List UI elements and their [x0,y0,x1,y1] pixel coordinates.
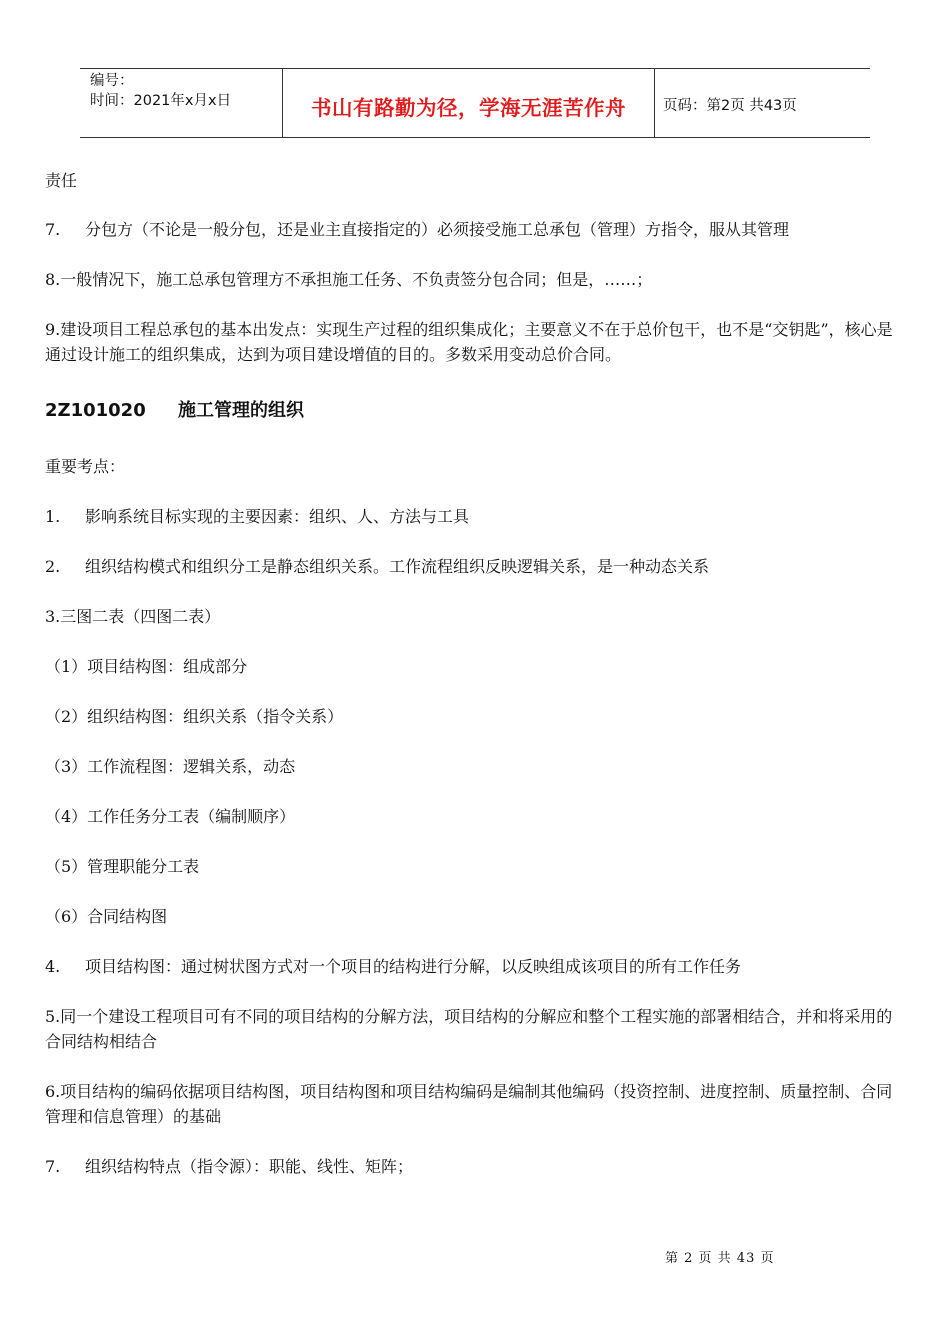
paragraph-continuation: 责任 [45,171,78,190]
header-middle-cell [282,69,655,137]
item-text: 组织结构模式和组织分工是静态组织关系。工作流程组织反映逻辑关系，是一种动态关系 [85,557,710,576]
motto: 书山有路勤为径，学海无涯苦作舟 [311,95,626,120]
key-point-7 [45,1154,907,1179]
sub-item-5: （5）管理职能分工表 [45,857,200,876]
sub-item-1: （1）项目结构图：组成部分 [45,657,248,676]
document-body [45,168,907,1204]
item-number: 1. [45,507,61,526]
paragraph-number: 7. [45,220,61,239]
item-number: 2. [45,557,61,576]
key-point-4 [45,954,907,979]
key-point-6: 6.项目结构的编码依据项目结构图，项目结构图和项目结构编码是编制其他编码（投资控制、进度控制、质量控制、合同管理和信息管理）的基础 [45,1082,893,1126]
key-points-label: 重要考点： [45,457,126,476]
item-number: 7. [45,1157,61,1176]
header-left-cell [80,69,282,137]
page-header [80,68,870,138]
sub-item-3: （3）工作流程图：逻辑关系，动态 [45,757,296,776]
paragraph-7 [45,217,907,242]
item-text: 组织结构特点（指令源）：职能、线性、矩阵； [85,1157,414,1176]
paragraph-8: 8.一般情况下，施工总承包管理方不承担施工任务、不负责签分包合同；但是，……； [45,270,653,289]
paragraph-9: 9.建设项目工程总承包的基本出发点：实现生产过程的组织集成化；主要意义不在于总价包干，也不是“交钥匙”，核心是通过设计施工的组织集成，达到为项目建设增值的目的。多数采用变动总价合同。 [45,320,893,364]
time-label: 时间：2021年x月x日 [90,93,232,109]
page-info: 页码：第2页 共43页 [663,97,797,114]
key-point-5: 5.同一个建设工程项目可有不同的项目结构的分解方法，项目结构的分解应和整个工程实施的部署相结合，并和将采用的合同结构相结合 [45,1007,893,1051]
item-text: 项目结构图：通过树状图方式对一个项目的结构进行分解，以反映组成该项目的所有工作任务 [85,957,742,976]
section-code: 2Z101020 [45,400,146,421]
sub-item-4: （4）工作任务分工表（编制顺序） [45,807,296,826]
code-label: 编号： [90,73,134,89]
page-footer: 第 2 页 共 43 页 [665,1251,775,1266]
sub-item-6: （6）合同结构图 [45,907,168,926]
paragraph-text: 分包方（不论是一般分包，还是业主直接指定的）必须接受施工总承包（管理）方指令，服从其管理 [85,220,790,239]
item-text: 影响系统目标实现的主要因素：组织、人、方法与工具 [85,507,470,526]
header-right-cell [655,69,870,137]
key-point-1 [45,504,907,529]
section-heading [45,398,907,423]
key-point-2 [45,554,907,579]
item-number: 4. [45,957,61,976]
section-title: 施工管理的组织 [178,400,304,421]
sub-item-2: （2）组织结构图：组织关系（指令关系） [45,707,344,726]
key-point-3: 3.三图二表（四图二表） [45,607,221,626]
